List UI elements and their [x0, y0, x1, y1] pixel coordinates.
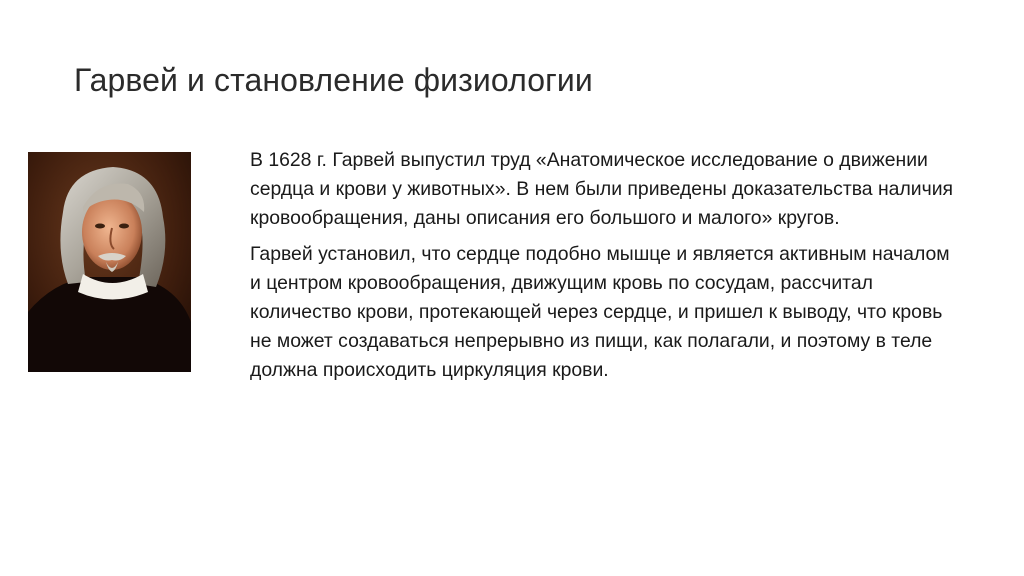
portrait-icon — [28, 152, 191, 372]
body-text — [250, 146, 956, 392]
paragraph-2: Гарвей установил, что сердце подобно мышце и является активным началом и центром кровообращения, движущим кровь по сосудам, рассчитал количество крови, протекающей через сердце, и пришел к выводу, что кровь не может создаваться непрерывно из пищи, как полагали, и поэтому в теле должна происходить циркуляция крови. — [250, 243, 950, 381]
slide-title: Гарвей и становление физиологии — [74, 62, 593, 98]
paragraph-1: В 1628 г. Гарвей выпустил труд «Анатомическое исследование о движении сердца и крови у животных». В нем были приведены доказательства наличия кровообращения, даны описания его большого и малого» кругов. — [250, 149, 954, 229]
portrait-image — [28, 152, 191, 372]
